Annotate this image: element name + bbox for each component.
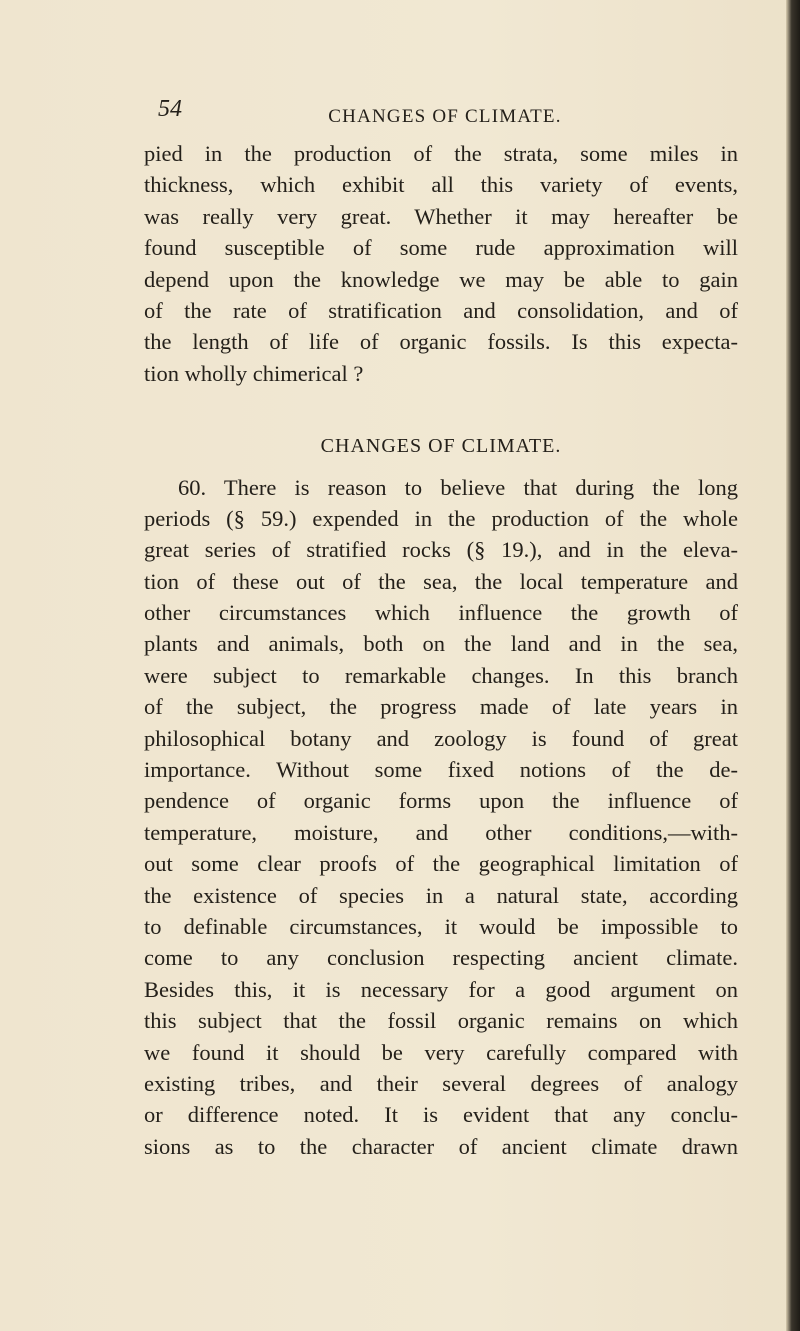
text-line: of the subject, the progress made of late years in bbox=[144, 694, 738, 720]
text-line: of the rate of stratification and consolidation, and of bbox=[144, 297, 738, 323]
text-line: was really very great. Whether it may hereafter be bbox=[144, 203, 738, 229]
text-line: this subject that the fossil organic remains on which bbox=[144, 1008, 738, 1034]
page-edge bbox=[786, 0, 800, 1331]
text-line: 60. There is reason to believe that during the long bbox=[178, 474, 738, 500]
paragraph-1 bbox=[144, 138, 738, 389]
text-line: come to any conclusion respecting ancient climate. bbox=[144, 945, 738, 971]
section-heading: CHANGES OF CLIMATE. bbox=[320, 435, 562, 458]
paragraph-2 bbox=[144, 472, 738, 1163]
text-line: out some clear proofs of the geographical limitation of bbox=[144, 851, 738, 877]
text-line: periods (§ 59.) expended in the production of the whole bbox=[144, 505, 738, 531]
text-line: found susceptible of some rude approximation will bbox=[144, 235, 738, 261]
page-number: 54 bbox=[158, 96, 182, 122]
text-line: we found it should be very carefully compared with bbox=[144, 1039, 738, 1065]
text-line: Besides this, it is necessary for a good argument on bbox=[144, 976, 738, 1002]
body-text bbox=[144, 138, 738, 1162]
text-line: tion of these out of the sea, the local temperature and bbox=[144, 568, 738, 594]
text-line: were subject to remarkable changes. In this branch bbox=[144, 662, 738, 688]
text-line: philosophical botany and zoology is found of great bbox=[144, 725, 738, 751]
text-line: sions as to the character of ancient climate drawn bbox=[144, 1133, 738, 1159]
text-line: to definable circumstances, it would be impossible to bbox=[144, 913, 738, 939]
text-line: great series of stratified rocks (§ 19.), and in the eleva- bbox=[144, 537, 738, 563]
text-line: depend upon the knowledge we may be able to gain bbox=[144, 266, 738, 292]
text-line: other circumstances which influence the growth of bbox=[144, 600, 738, 626]
text-line: tion wholly chimerical ? bbox=[144, 360, 364, 386]
text-line: or difference noted. It is evident that any conclu- bbox=[144, 1102, 738, 1128]
text-line: thickness, which exhibit all this variety of events, bbox=[144, 172, 738, 198]
text-line: plants and animals, both on the land and in the sea, bbox=[144, 631, 738, 657]
text-line: pendence of organic forms upon the influence of bbox=[144, 788, 738, 814]
text-line: temperature, moisture, and other conditions,—with- bbox=[144, 819, 738, 845]
running-head: CHANGES OF CLIMATE. bbox=[328, 106, 562, 127]
text-line: existing tribes, and their several degrees of analogy bbox=[144, 1070, 738, 1096]
text-line: pied in the production of the strata, some miles in bbox=[144, 141, 738, 166]
text-line: the existence of species in a natural state, according bbox=[144, 882, 738, 908]
text-line: importance. Without some fixed notions of the de- bbox=[144, 757, 738, 783]
text-line: the length of life of organic fossils. Is this expecta- bbox=[144, 329, 738, 355]
